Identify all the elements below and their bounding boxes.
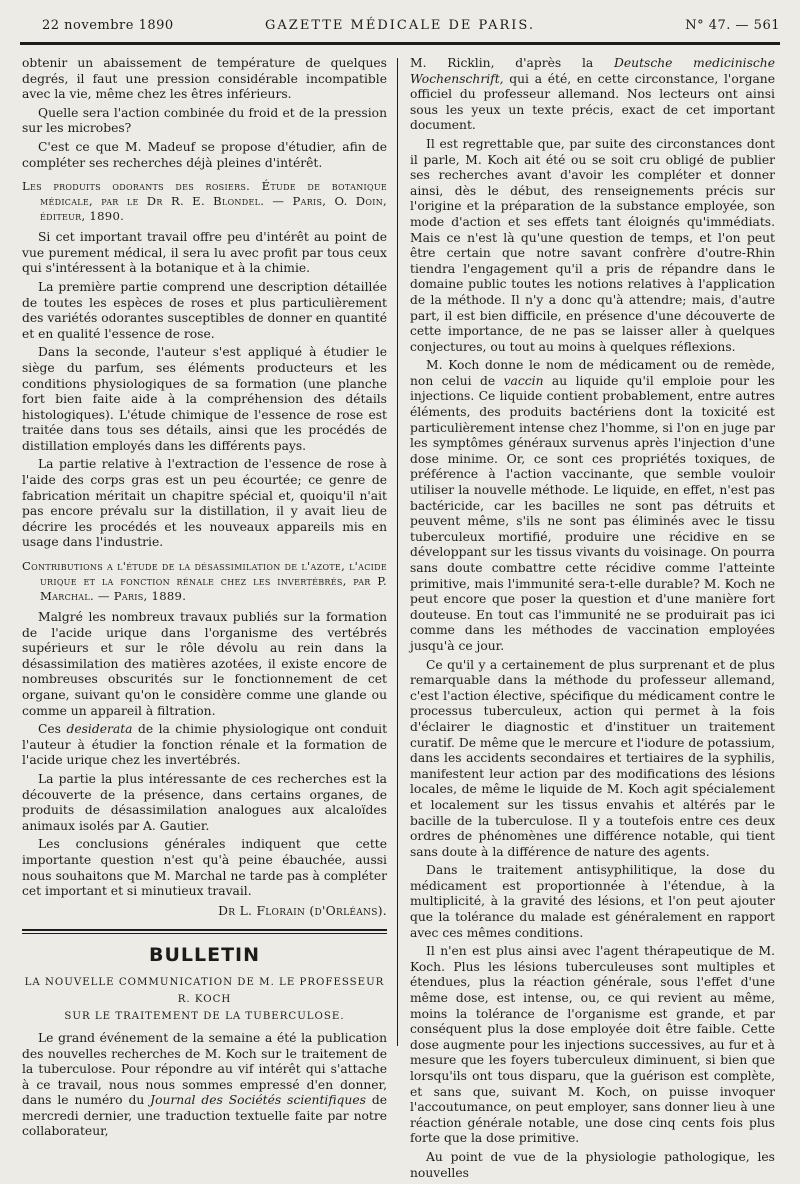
section-rule <box>22 929 387 931</box>
left-column <box>22 56 387 1143</box>
book-review-heading: Contributions a l'étude de la désassimilation de l'azote, l'acide urique et la fonction rénale chez les invertébrés, par P. Marchal. — Paris, 1889. <box>22 559 387 604</box>
issue-date: 22 novembre 1890 <box>42 18 174 33</box>
paragraph: Ce qu'il y a certainement de plus surprenant et de plus remarquable dans la méthode du professeur allemand, c'est l'action élective, spécifique du médicament contre le processus tuberculeux, action qui permet à la fois d'éclairer le diagnostic et d'instituer un traitement curatif. De même que le mercure et l'iodure de potassium, dans les accidents secondaires et tertiaires de la syphilis, manifestent leur action par des modifications des lésions locales, de même le liquide de M. Koch agit spécialement et localement sur les tissus envahis et altérés par le bacille de la tuberculose. Il y a toutefois entre ces deux ordres de phénomènes une différence notable, qui tient sans doute à la différence de nature des agents. <box>410 657 775 859</box>
page-header <box>20 14 780 38</box>
paragraph: La partie la plus intéressante de ces recherches est la découverte de la présence, dans certains organes, de produits de désassimilation analogues aux alcaloïdes animaux isolés par A. Gautier. <box>22 771 387 833</box>
paragraph: Il n'en est plus ainsi avec l'agent thérapeutique de M. Koch. Plus les lésions tuberculeuses sont multiples et étendues, plus la réaction générale, sous l'effet d'une même dose, est intense, ou, ce qui revient au même, moins la tolérance de l'organisme est grande, et par conséquent plus la dose employée doit être faible. Cette dose augmente pour les injections successives, au fur et à mesure que les foyers tuberculeux diminuent, si bien que lorsqu'ils ont tous disparu, que la guérison est complète, et sans que, suivant M. Koch, on puisse invoquer l'accoutumance, on peut employer, sans donner lieu à une réaction générale notable, une dose cinq cents fois plus forte que la dose primitive. <box>410 944 775 1146</box>
paragraph: La première partie comprend une description détaillée de toutes les espèces de roses et plus particulièrement des variétés odorantes susceptibles de donner en quantité et en qualité l'essence de rose. <box>22 279 387 341</box>
paragraph: Dans la seconde, l'auteur s'est appliqué à étudier le siège du parfum, ses éléments producteurs et les conditions physiologiques de sa formation (une planche fort bien faite aide à la compréhension des détails histologiques). L'étude chimique de l'essence de rose est traitée dans tous ses détails, ainsi que les procédés de distillation employés dans les différents pays. <box>22 345 387 453</box>
section-rule <box>22 933 387 934</box>
paragraph: Malgré les nombreux travaux publiés sur la formation de l'acide urique dans l'organisme des vertébrés supérieurs et sur le rôle dévolu au rein dans la désassimilation des matières azotées, il existe encore de nombreuses obscurités sur le fonctionnement de cet organe, suivant qu'on le considère comme une glande ou comme un appareil à filtration. <box>22 610 387 718</box>
paragraph: Quelle sera l'action combinée du froid et de la pression sur les microbes? <box>22 105 387 136</box>
issue-page-number: N° 47. — 561 <box>685 18 780 33</box>
header-rule <box>20 42 780 45</box>
section-title: BULLETIN <box>148 944 261 967</box>
column-divider <box>397 58 398 1046</box>
book-review-heading: Les produits odorants des rosiers. Étude de botanique médicale, par le Dr R. E. Blondel. — Paris, O. Doin, éditeur, 1890. <box>22 179 387 224</box>
journal-title: GAZETTE MÉDICALE DE PARIS. <box>265 18 535 33</box>
paragraph: Il est regrettable que, par suite des circonstances dont il parle, M. Koch ait été ou se soit cru obligé de publier ses recherches avant d'avoir les compléter et donner ainsi, dès le début, des renseignements précis sur l'origine et la préparation de la substance employée, son mode d'action et ses effets tant éloignés qu'immédiats. Mais ce n'est là qu'une question de temps, et l'on peut être certain que notre savant confrère d'outre-Rhin tiendra l'engagement qu'il a pris de répandre dans le domaine public toutes les notions relatives à l'application de la méthode. Il n'y a donc qu'à attendre; mais, d'autre part, il est bien difficile, en présence d'une découverte de cette importance, de ne pas se laisser aller à quelques conjectures, ou tout au moins à quelques réflexions. <box>410 136 775 354</box>
paragraph: Le grand événement de la semaine a été la publication des nouvelles recherches de M. Koch sur le traitement de la tuberculose. Pour répondre au vif intérêt qui s'attache à ce travail, nous nous sommes empressé d'en donner, dans le numéro du Journal des Sociétés scientifiques de mercredi dernier, une traduction textuelle faite par notre collaborateur, <box>22 1030 387 1139</box>
paragraph: obtenir un abaissement de température de quelques degrés, il faut une pression considérable incompatible avec la vie, même chez les êtres inférieurs. <box>22 56 387 102</box>
paragraph: Ces desiderata de la chimie physiologique ont conduit l'auteur à étudier la fonction rénale et la formation de l'acide urique chez les invertébrés. <box>22 722 388 768</box>
paragraph: La partie relative à l'extraction de l'essence de rose à l'aide des corps gras est un peu écourtée; ce genre de fabrication méritait un chapitre spécial et, quoiqu'il n'ait pas encore prévalu sur la distillation, il y avait lieu de décrire les procédés et les nouveaux appareils mis en usage dans l'industrie. <box>22 457 387 550</box>
paragraph: C'est ce que M. Madeuf se propose d'étudier, afin de compléter ses recherches déjà pleines d'intérêt. <box>22 139 387 170</box>
paragraph: M. Koch donne le nom de médicament ou de remède, non celui de vaccin au liquide qu'il emploie pour les injections. Ce liquide contient probablement, entre autres éléments, des produits bactériens dont la toxicité est particulièrement intense chez l'homme, si l'on en juge par les symptômes généraux survenus après l'injection d'une dose minime. Or, ce sont ces propriétés toxiques, de préférence à l'action vaccinante, que semble vouloir utiliser la nouvelle méthode. Le liquide, en effet, n'est pas bactéricide, car les bacilles ne sont pas détruits et peuvent même, s'ils ne sont pas éliminés avec le tissu tuberculeux mortifié, produire une récidive en se développant sur les tissus vivants du voisinage. On pourra sans doute combattre cette récidive comme l'atteinte primitive, mais l'immunité sera-t-elle durable? M. Koch ne peut encore que poser la question et d'une manière fort douteuse. En tout cas l'immunité ne se produirait pas ici comme dans les méthodes de vaccination employées jusqu'à ce jour. <box>410 358 775 653</box>
paragraph: M. Ricklin, d'après la Deutsche medicinische Wochenschrift, qui a été, en cette circonstance, l'organe officiel du professeur allemand. Nos lecteurs ont ainsi sous les yeux un texte précis, exact de cet important document. <box>410 56 775 133</box>
paragraph: Si cet important travail offre peu d'intérêt au point de vue purement médical, il sera lu avec profit par tous ceux qui s'intéressent à la botanique et à la chimie. <box>22 230 387 276</box>
paragraph: Les conclusions générales indiquent que cette importante question n'est qu'à peine ébauchée, aussi nous souhaitons que M. Marchal ne tarde pas à compléter cet important et si minutieux travail. <box>22 837 387 899</box>
paragraph: Au point de vue de la physiologie pathologique, les nouvelles <box>410 1149 775 1180</box>
article-title: LA NOUVELLE COMMUNICATION DE M. LE PROFESSEUR R. KOCH SUR LE TRAITEMENT DE LA TUBERCULOSE. <box>24 976 385 1022</box>
right-column <box>410 56 775 1184</box>
author-signature: Dr L. Florain (d'Orléans). <box>218 903 387 918</box>
paragraph: Dans le traitement antisyphilitique, la dose du médicament est proportionnée à l'étendue, à la multiplicité, à la gravité des lésions, et l'on peut ajouter que la tolérance du malade est généralement en rapport avec ces mêmes conditions. <box>410 863 775 940</box>
